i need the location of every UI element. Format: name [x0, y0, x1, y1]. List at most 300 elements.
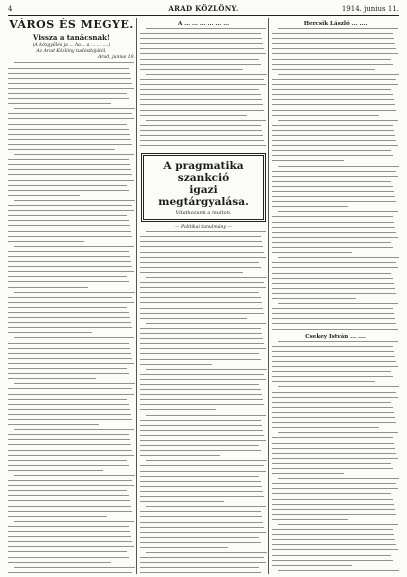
text-line	[8, 317, 130, 318]
text-line	[14, 154, 133, 155]
text-line	[140, 267, 261, 268]
text-line	[272, 402, 391, 403]
box-title-line-1: A pragmatika szankció	[163, 160, 244, 185]
text-line	[140, 399, 263, 400]
text-line	[8, 373, 129, 374]
text-line	[272, 155, 393, 156]
text-line	[278, 432, 397, 433]
text-line	[140, 130, 262, 131]
text-line	[272, 191, 394, 192]
text-line	[272, 53, 398, 54]
text-line	[14, 246, 133, 247]
text-line	[272, 79, 396, 80]
article-body	[272, 341, 399, 574]
text-line	[146, 460, 267, 461]
text-line	[140, 511, 261, 512]
text-line	[278, 570, 399, 571]
text-line	[146, 415, 265, 416]
box-title-line-2: igazi megtárgyalása.	[158, 184, 249, 209]
text-line	[8, 414, 131, 415]
column-3	[272, 18, 399, 574]
text-line	[140, 567, 259, 568]
text-line	[272, 560, 393, 561]
text-line	[146, 552, 267, 553]
text-line	[8, 332, 92, 333]
text-line	[272, 273, 391, 274]
text-line	[8, 236, 132, 237]
text-line	[8, 378, 96, 379]
text-line	[272, 43, 395, 44]
text-line	[272, 247, 393, 248]
text-line	[8, 169, 131, 170]
text-line	[8, 495, 129, 496]
article-body	[140, 28, 267, 146]
text-line	[272, 110, 396, 111]
text-line	[140, 89, 259, 90]
text-line	[140, 308, 263, 309]
text-line	[8, 210, 134, 211]
text-line	[272, 135, 395, 136]
text-line	[8, 348, 130, 349]
text-line	[8, 368, 127, 369]
text-line	[8, 557, 129, 558]
text-line	[272, 176, 398, 177]
text-line	[8, 465, 129, 466]
text-line	[14, 108, 135, 109]
text-line	[8, 516, 107, 517]
text-line	[272, 534, 394, 535]
text-line	[272, 549, 398, 550]
text-line	[8, 490, 127, 491]
text-line	[272, 422, 396, 423]
text-line	[140, 241, 262, 242]
text-line	[8, 388, 132, 389]
text-line	[278, 28, 397, 29]
text-line	[8, 444, 131, 445]
text-line	[8, 83, 132, 84]
text-line	[272, 376, 393, 377]
text-line	[8, 73, 130, 74]
text-line	[272, 293, 396, 294]
text-line	[8, 394, 134, 395]
text-line	[272, 150, 391, 151]
text-line	[140, 33, 261, 34]
text-line	[140, 84, 266, 85]
text-line	[272, 361, 396, 362]
text-line	[8, 424, 99, 425]
text-line	[140, 53, 266, 54]
text-line	[272, 488, 398, 489]
text-line	[8, 241, 84, 242]
text-line	[140, 537, 259, 538]
text-line	[272, 381, 375, 382]
text-line	[272, 329, 398, 330]
text-line	[146, 231, 265, 232]
text-line	[8, 185, 127, 186]
text-line	[272, 483, 396, 484]
text-line	[8, 312, 129, 313]
text-line	[8, 526, 129, 527]
text-line	[272, 366, 398, 367]
text-line	[8, 256, 130, 257]
text-line	[140, 262, 259, 263]
column-2	[140, 18, 267, 574]
text-line	[272, 145, 398, 146]
text-line	[272, 262, 396, 263]
text-line	[14, 429, 133, 430]
text-line	[272, 356, 395, 357]
article-subtitle: (A közgyűlés ja ... ha... a ... ... ....)	[32, 43, 111, 48]
text-line	[8, 322, 131, 323]
text-line	[278, 74, 399, 75]
text-line	[140, 353, 259, 354]
text-line	[272, 232, 396, 233]
text-line	[14, 567, 135, 568]
text-line	[8, 307, 127, 308]
text-line	[272, 397, 398, 398]
text-line	[272, 288, 395, 289]
text-line	[140, 379, 266, 380]
text-line	[146, 369, 267, 370]
text-line	[272, 392, 396, 393]
text-line	[272, 473, 344, 474]
text-line	[8, 124, 127, 125]
text-line	[8, 78, 131, 79]
text-line	[146, 74, 267, 75]
text-line	[278, 166, 399, 167]
text-line	[146, 506, 265, 507]
text-line	[8, 88, 134, 89]
text-line	[272, 267, 398, 268]
text-line	[278, 303, 397, 304]
article-byline: — Politikai tanulmány —	[174, 225, 233, 231]
page-header	[8, 3, 399, 16]
text-line	[8, 149, 115, 150]
text-line	[8, 506, 131, 507]
text-line	[272, 115, 379, 116]
text-line	[140, 145, 266, 146]
text-line	[8, 302, 134, 303]
box-subtitle: Vitatkozunk a multon.	[175, 210, 232, 217]
text-line	[8, 343, 129, 344]
text-line	[140, 450, 261, 451]
text-line	[8, 281, 129, 282]
text-line	[272, 196, 395, 197]
text-line	[8, 327, 132, 328]
text-line	[140, 313, 264, 314]
text-line	[272, 509, 395, 510]
text-line	[8, 129, 129, 130]
text-line	[272, 222, 394, 223]
text-line	[272, 201, 396, 202]
text-line	[272, 48, 396, 49]
text-line	[272, 206, 348, 207]
text-line	[14, 475, 135, 476]
text-line	[140, 302, 262, 303]
text-line	[272, 94, 393, 95]
text-line	[8, 113, 132, 114]
text-line	[146, 120, 265, 121]
text-line	[140, 272, 243, 273]
text-line	[272, 493, 391, 494]
text-line	[272, 468, 393, 469]
text-line	[8, 450, 132, 451]
text-line	[272, 242, 391, 243]
text-line	[140, 527, 264, 528]
column-rule	[268, 18, 269, 574]
text-line	[272, 89, 391, 90]
text-line	[140, 476, 259, 477]
text-line	[272, 427, 379, 428]
headline-box	[143, 155, 264, 220]
article-title: Hercsik László ... ....	[303, 21, 368, 27]
text-line	[140, 384, 259, 385]
text-line	[140, 343, 264, 344]
text-line	[272, 458, 398, 459]
text-line	[272, 130, 394, 131]
text-line	[8, 251, 129, 252]
text-line	[272, 278, 393, 279]
text-line	[140, 374, 264, 375]
text-line	[8, 562, 111, 563]
text-line	[8, 261, 131, 262]
article-dateline: Arad, junius 10.	[97, 55, 135, 61]
text-line	[8, 103, 111, 104]
text-line	[140, 486, 262, 487]
text-line	[8, 164, 130, 165]
text-line	[140, 481, 261, 482]
text-line	[8, 480, 132, 481]
text-line	[140, 496, 264, 497]
text-line	[272, 443, 394, 444]
text-line	[8, 225, 130, 226]
text-line	[272, 555, 391, 556]
text-line	[272, 64, 393, 65]
text-line	[278, 211, 397, 212]
text-line	[140, 445, 259, 446]
text-line	[272, 227, 395, 228]
text-line	[140, 394, 262, 395]
text-line	[140, 435, 264, 436]
text-line	[8, 434, 129, 435]
text-line	[278, 120, 397, 121]
text-line	[14, 200, 135, 201]
text-line	[14, 337, 133, 338]
text-line	[140, 115, 247, 116]
text-line	[140, 562, 266, 563]
article-body	[272, 28, 399, 330]
text-line	[8, 353, 131, 354]
text-line	[8, 180, 134, 181]
text-line	[8, 220, 129, 221]
text-line	[140, 257, 266, 258]
article-byline: Az Arad Közlöny tudósítójától.	[36, 49, 107, 55]
text-line	[272, 84, 398, 85]
column-rule	[136, 18, 137, 574]
article-title: Vissza a tanácsnak!	[33, 33, 110, 42]
text-line	[272, 544, 396, 545]
text-line	[272, 140, 396, 141]
text-line	[272, 417, 395, 418]
text-line	[8, 195, 80, 196]
text-line	[140, 471, 266, 472]
text-line	[272, 448, 395, 449]
text-line	[278, 341, 397, 342]
column-1	[8, 18, 135, 574]
text-line	[140, 389, 261, 390]
text-line	[8, 93, 127, 94]
text-line	[8, 363, 134, 364]
text-line	[8, 266, 132, 267]
text-line	[140, 501, 224, 502]
text-line	[8, 536, 131, 537]
text-line	[278, 386, 399, 387]
text-line	[8, 485, 134, 486]
text-line	[272, 308, 393, 309]
text-line	[140, 318, 247, 319]
text-line	[272, 99, 394, 100]
text-line	[272, 104, 395, 105]
text-line	[140, 252, 264, 253]
text-line	[140, 455, 220, 456]
text-line	[8, 276, 127, 277]
text-line	[272, 529, 393, 530]
text-line	[140, 557, 264, 558]
text-line	[272, 323, 396, 324]
text-line	[272, 181, 391, 182]
text-line	[272, 565, 352, 566]
text-line	[140, 292, 259, 293]
text-line	[272, 69, 375, 70]
text-line	[140, 125, 261, 126]
text-line	[8, 190, 129, 191]
section-title: VÁROS ÉS MEGYE.	[9, 18, 134, 31]
text-line	[8, 551, 127, 552]
page-number: 4	[8, 5, 13, 13]
text-line	[8, 409, 130, 410]
text-line	[272, 252, 352, 253]
text-line	[272, 283, 394, 284]
text-line	[140, 69, 243, 70]
text-line	[272, 125, 393, 126]
article-body	[140, 231, 267, 574]
text-line	[8, 297, 132, 298]
text-line	[8, 68, 129, 69]
text-line	[140, 547, 228, 548]
text-line	[8, 271, 134, 272]
text-line	[272, 33, 393, 34]
article-title: A ... ... ... ... ... ...	[177, 21, 230, 27]
text-line	[8, 139, 131, 140]
text-line	[8, 159, 129, 160]
text-line	[140, 420, 261, 421]
text-line	[8, 98, 129, 99]
text-line	[272, 519, 348, 520]
text-line	[140, 287, 266, 288]
text-line	[8, 399, 127, 400]
text-line	[140, 43, 263, 44]
text-line	[272, 160, 344, 161]
text-line	[140, 94, 261, 95]
text-line	[8, 455, 134, 456]
text-line	[140, 99, 262, 100]
text-line	[272, 318, 395, 319]
text-line	[140, 522, 263, 523]
text-line	[272, 514, 396, 515]
text-line	[8, 231, 131, 232]
text-line	[140, 425, 262, 426]
text-line	[140, 59, 259, 60]
text-line	[272, 237, 398, 238]
text-line	[278, 257, 399, 258]
text-line	[140, 104, 263, 105]
text-line	[8, 419, 132, 420]
text-line	[272, 412, 394, 413]
text-line	[272, 407, 393, 408]
text-line	[8, 511, 132, 512]
text-line	[272, 346, 393, 347]
text-line	[140, 297, 261, 298]
text-line	[8, 144, 132, 145]
text-line	[140, 491, 263, 492]
text-line	[140, 532, 266, 533]
text-line	[140, 404, 264, 405]
text-line	[8, 470, 103, 471]
text-line	[272, 216, 393, 217]
text-line	[140, 430, 263, 431]
text-line	[140, 110, 264, 111]
text-line	[14, 521, 133, 522]
text-line	[140, 409, 216, 410]
text-line	[140, 140, 264, 141]
text-line	[14, 292, 135, 293]
text-line	[8, 404, 129, 405]
text-line	[140, 328, 261, 329]
text-line	[8, 358, 132, 359]
text-line	[140, 516, 262, 517]
text-line	[272, 371, 391, 372]
text-line	[140, 236, 261, 237]
text-line	[272, 171, 396, 172]
text-line	[140, 64, 261, 65]
text-line	[140, 135, 263, 136]
text-line	[8, 546, 134, 547]
issue-date: 1914. junius 11.	[341, 5, 399, 13]
text-line	[8, 174, 132, 175]
article-body	[8, 62, 135, 574]
text-line	[8, 531, 130, 532]
text-line	[140, 542, 261, 543]
text-line	[146, 323, 265, 324]
text-line	[140, 79, 264, 80]
text-line	[8, 118, 134, 119]
text-line	[272, 313, 394, 314]
text-line	[272, 453, 396, 454]
text-line	[8, 134, 130, 135]
text-line	[8, 500, 130, 501]
text-line	[140, 48, 264, 49]
text-line	[140, 364, 212, 365]
text-line	[140, 333, 262, 334]
text-line	[272, 38, 394, 39]
text-line	[140, 572, 261, 573]
text-line	[272, 437, 393, 438]
text-line	[140, 38, 262, 39]
text-line	[140, 348, 266, 349]
text-line	[146, 277, 267, 278]
text-line	[8, 287, 88, 288]
text-line	[14, 62, 133, 63]
